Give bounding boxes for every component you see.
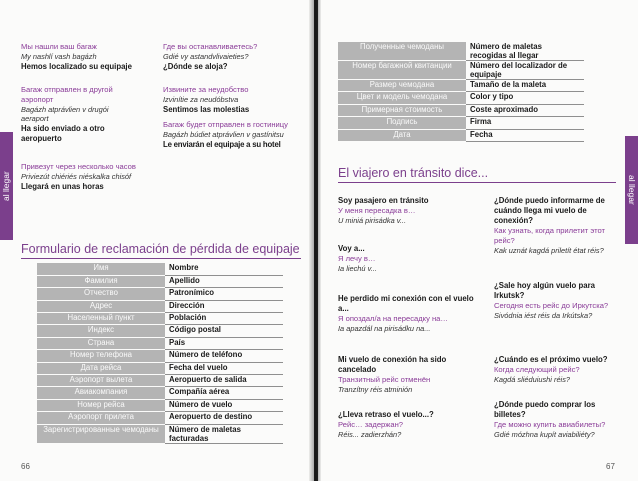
field-label-russian: Зарегистрированные чемоданы bbox=[37, 424, 165, 443]
phrase-russian: Я опоздал/а на пересадку на… bbox=[338, 314, 448, 323]
field-label-russian: Населенный пункт bbox=[37, 313, 165, 325]
phrase-entry bbox=[338, 294, 480, 334]
phrase-transliteration: Bagázh búdiet atprávlien v gastínitsu bbox=[163, 129, 284, 139]
phrase-entry bbox=[338, 244, 480, 274]
phrase-spanish: He perdido mi conexión con el vuelo a... bbox=[338, 294, 474, 313]
right-page bbox=[318, 0, 638, 481]
table-row bbox=[338, 61, 584, 80]
field-label-russian: Подпись bbox=[338, 117, 466, 129]
phrase-russian: Привезут через несколько часов bbox=[21, 162, 136, 171]
phrase-entry bbox=[494, 281, 618, 321]
phrase-russian: Транзитный рейс отменён bbox=[338, 375, 431, 384]
phrase-spanish: ¿Cuándo es el próximo vuelo? bbox=[494, 355, 608, 364]
phrase-entry bbox=[21, 162, 146, 192]
field-label-russian: Аэропорт вылета bbox=[37, 375, 165, 387]
table-row bbox=[37, 288, 283, 300]
phrase-transliteration: Gdié vy astandvlivaieties? bbox=[163, 51, 249, 61]
phrase-transliteration: Kak uznát kagdá priletít état réis? bbox=[494, 245, 604, 255]
field-label-spanish: Población bbox=[165, 313, 283, 325]
phrase-entry bbox=[494, 355, 618, 385]
title-divider bbox=[338, 182, 616, 183]
form-title: Formulario de reclamación de pérdida de equipaje bbox=[21, 242, 300, 256]
phrase-russian: Багаж будет отправлен в гостиницу bbox=[163, 120, 288, 129]
phrase-spanish: Ha sido enviado a otro aeropuerto bbox=[21, 124, 105, 144]
phrase-russian: Где можно купить авиабилеты? bbox=[494, 420, 606, 429]
phrase-spanish: Mi vuelo de conexión ha sido cancelado bbox=[338, 355, 447, 374]
phrase-entry bbox=[338, 355, 468, 395]
phrase-russian: Извините за неудобство bbox=[163, 85, 249, 94]
field-label-russian: Примерная стоимость bbox=[338, 104, 466, 116]
phrase-entry bbox=[21, 85, 136, 144]
field-label-russian: Аэропорт прилета bbox=[37, 412, 165, 424]
phrase-russian: Как узнать, когда прилетит этот рейс? bbox=[494, 226, 606, 245]
phrase-entry bbox=[494, 400, 618, 440]
table-row bbox=[37, 375, 283, 387]
phrase-russian: Когда следующий рейс? bbox=[494, 365, 580, 374]
table-row bbox=[338, 104, 584, 116]
table-row bbox=[37, 275, 283, 287]
page-number: 66 bbox=[21, 462, 30, 471]
phrase-russian: У меня пересадка в… bbox=[338, 206, 416, 215]
phrase-spanish: Sentimos las molestias bbox=[163, 104, 250, 114]
phrase-spanish: Hemos localizado su equipaje bbox=[21, 61, 132, 71]
table-row bbox=[338, 117, 584, 129]
table-row bbox=[37, 263, 283, 275]
table-row bbox=[338, 42, 584, 61]
phrase-transliteration: Kagdá sliéduiushi réis? bbox=[494, 374, 571, 384]
phrase-spanish: Le enviarán el equipaje a su hotel bbox=[163, 139, 281, 149]
phrase-entry bbox=[163, 120, 309, 150]
field-label-spanish: Número de maletas facturadas bbox=[165, 424, 283, 443]
phrase-transliteration: Priviezút chiériés niéskalka chisóf bbox=[21, 171, 132, 181]
phrase-russian: Мы нашли ваш багаж bbox=[21, 42, 97, 51]
field-label-russian: Отчество bbox=[37, 288, 165, 300]
field-label-russian: Размер чемодана bbox=[338, 80, 466, 92]
phrase-transliteration: Sivódnia iést réis da Irkútska? bbox=[494, 310, 593, 320]
table-row bbox=[37, 362, 283, 374]
title-divider bbox=[21, 258, 301, 259]
phrase-transliteration: My nashlí vash bagázh bbox=[21, 51, 97, 61]
phrase-russian: Я лечу в… bbox=[338, 254, 376, 263]
field-label-spanish: Patronímico bbox=[165, 288, 283, 300]
book-gutter bbox=[309, 0, 321, 481]
field-label-spanish: Compañía aérea bbox=[165, 387, 283, 399]
field-label-spanish: Coste aproximado bbox=[466, 104, 584, 116]
phrase-transliteration: Ia liechú v... bbox=[338, 263, 377, 273]
field-label-spanish: Número de vuelo bbox=[165, 399, 283, 411]
table-row bbox=[37, 424, 283, 443]
phrase-russian: Рейс… задержан? bbox=[338, 420, 403, 429]
field-label-russian: Дата рейса bbox=[37, 362, 165, 374]
section-tab-left: al llegar bbox=[0, 132, 13, 240]
table-row bbox=[37, 387, 283, 399]
phrase-transliteration: Izvinítie za neudóbstva bbox=[163, 94, 239, 104]
page-number: 67 bbox=[606, 462, 615, 471]
field-label-spanish: Fecha bbox=[466, 129, 584, 141]
field-label-russian: Страна bbox=[37, 337, 165, 349]
field-label-spanish: Nombre bbox=[165, 263, 283, 275]
claim-form-table bbox=[37, 263, 283, 444]
table-row bbox=[338, 92, 584, 104]
field-label-russian: Номер багажной квитанции bbox=[338, 61, 466, 80]
phrase-spanish: ¿Sale hoy algún vuelo para Irkutsk? bbox=[494, 281, 595, 300]
table-row bbox=[37, 350, 283, 362]
field-label-russian: Дата bbox=[338, 129, 466, 141]
table-row bbox=[37, 337, 283, 349]
phrase-spanish: Llegará en unas horas bbox=[21, 181, 104, 191]
field-label-russian: Номер рейса bbox=[37, 399, 165, 411]
phrase-transliteration: Gdié mózhna kupít aviabiliéty? bbox=[494, 429, 595, 439]
field-label-spanish: País bbox=[165, 337, 283, 349]
section-title: El viajero en tránsito dice... bbox=[338, 166, 489, 180]
section-tab-right: al llegar bbox=[625, 136, 638, 244]
field-label-spanish: Número del localizador de equipaje bbox=[466, 61, 584, 80]
phrase-transliteration: Tranzítny réis atminión bbox=[338, 384, 413, 394]
table-row bbox=[37, 325, 283, 337]
field-label-russian: Индекс bbox=[37, 325, 165, 337]
phrase-transliteration: Ia apazdál na pirisádku na... bbox=[338, 323, 431, 333]
field-label-spanish: Número de teléfono bbox=[165, 350, 283, 362]
field-label-spanish: Firma bbox=[466, 117, 584, 129]
field-label-spanish: Fecha del vuelo bbox=[165, 362, 283, 374]
phrase-transliteration: Bagázh atprávlien v drugói aeraport bbox=[21, 104, 109, 124]
left-page bbox=[0, 0, 314, 481]
phrase-russian: Багаж отправлен в другой аэропорт bbox=[21, 85, 113, 104]
phrase-entry bbox=[338, 196, 480, 226]
phrase-transliteration: Réis... zadierzhán? bbox=[338, 429, 402, 439]
table-row bbox=[37, 399, 283, 411]
phrase-spanish: Voy a... bbox=[338, 244, 365, 253]
phrase-russian: Где вы останавливаетесь? bbox=[163, 42, 258, 51]
phrase-entry bbox=[494, 196, 618, 255]
field-label-spanish: Código postal bbox=[165, 325, 283, 337]
phrase-spanish: Soy pasajero en tránsito bbox=[338, 196, 429, 205]
table-row bbox=[37, 412, 283, 424]
field-label-russian: Цвет и модель чемодана bbox=[338, 92, 466, 104]
phrase-transliteration: U miniá pirisádka v... bbox=[338, 215, 407, 225]
table-row bbox=[37, 300, 283, 312]
field-label-russian: Адрес bbox=[37, 300, 165, 312]
field-label-spanish: Color y tipo bbox=[466, 92, 584, 104]
field-label-spanish: Apellido bbox=[165, 275, 283, 287]
phrase-spanish: ¿Dónde puedo comprar los billetes? bbox=[494, 400, 596, 419]
phrase-russian: Сегодня есть рейс до Иркутска? bbox=[494, 301, 609, 310]
field-label-russian: Полученные чемоданы bbox=[338, 42, 466, 61]
table-row bbox=[338, 129, 584, 141]
table-row bbox=[37, 313, 283, 325]
field-label-russian: Авиакомпания bbox=[37, 387, 165, 399]
field-label-russian: Фамилия bbox=[37, 275, 165, 287]
phrase-entry bbox=[338, 410, 480, 440]
field-label-spanish: Número de maletas recogidas al llegar bbox=[466, 42, 584, 61]
phrase-entry bbox=[163, 42, 303, 72]
claim-form-table-continued bbox=[338, 42, 584, 142]
field-label-spanish: Aeropuerto de destino bbox=[165, 412, 283, 424]
table-row bbox=[338, 80, 584, 92]
phrase-entry bbox=[21, 42, 156, 72]
field-label-russian: Имя bbox=[37, 263, 165, 275]
field-label-spanish: Dirección bbox=[165, 300, 283, 312]
field-label-russian: Номер телефона bbox=[37, 350, 165, 362]
phrase-spanish: ¿Dónde se aloja? bbox=[163, 61, 228, 71]
field-label-spanish: Tamaño de la maleta bbox=[466, 80, 584, 92]
phrase-entry bbox=[163, 85, 303, 115]
phrase-spanish: ¿Lleva retraso el vuelo...? bbox=[338, 410, 434, 419]
field-label-spanish: Aeropuerto de salida bbox=[165, 375, 283, 387]
phrase-spanish: ¿Dónde puedo informarme de cuándo llega mi vuelo de conexión? bbox=[494, 196, 605, 225]
